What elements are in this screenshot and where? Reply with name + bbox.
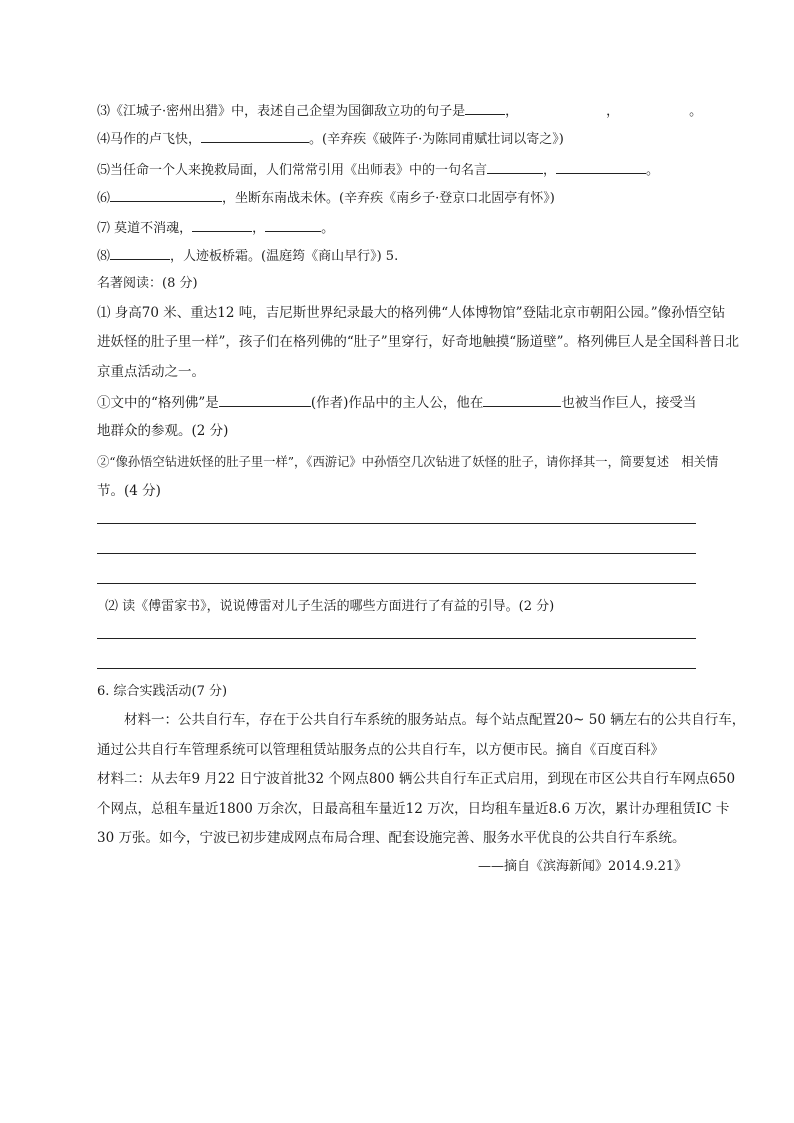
- question-2-line-1: ②“像孙悟空钻进妖怪的肚子里一样”，《西游记》中孙悟空几次钻进了妖怪的肚子，请你择其一，简要复述 相关情: [97, 455, 719, 469]
- answer-line[interactable]: [97, 638, 696, 639]
- item-6: ⑹ ，坐断东南战未休。(辛弃疾《南乡子·登京口北固亭有怀》): [97, 188, 555, 208]
- blank-8-1[interactable]: [110, 246, 170, 260]
- material-2-line-1: 材料二：从去年9 月22 日宁波首批32 个网点800 辆公共自行车正式启用，到现在市区公共自行车网点650: [97, 771, 736, 787]
- item-7: ⑺ 莫道不消魂， ， 。: [97, 218, 334, 238]
- section-6-title: 6. 综合实践活动(7 分): [97, 684, 228, 699]
- material-1-line-1: 材料一：公共自行车，存在于公共自行车系统的服务站点。每个站点配置20~ 50 辆左右的公共自行车，: [97, 712, 746, 728]
- question-1-line-2: 地群众的参观。(2 分): [97, 423, 229, 439]
- blank-place[interactable]: [483, 393, 561, 407]
- answer-line[interactable]: [97, 523, 696, 524]
- question-1: ①文中的“格列佛”是 (作者)作品中的主人公，他在 也被当作巨人，接受当: [97, 395, 697, 411]
- source-citation: ——摘自《滨海新闻》2014.9.21》: [478, 859, 688, 874]
- passage-line-2: 进妖怪的肚子里一样”，孩子们在格列佛的“肚子”里穿行，好奇地触摸“肠道壁”。格列佛巨人是全国科普日北: [97, 334, 740, 350]
- answer-line[interactable]: [97, 583, 696, 584]
- blank-5-1[interactable]: [487, 160, 543, 174]
- answer-line[interactable]: [97, 668, 696, 669]
- blank-4-1[interactable]: [201, 129, 309, 143]
- blank-7-2[interactable]: [265, 218, 321, 232]
- answer-line[interactable]: [97, 553, 696, 554]
- blank-5-2[interactable]: [556, 160, 646, 174]
- item-3: ⑶《江城子·密州出猎》中，表述自己企望为国御敌立功的句子是 ， ， 。: [97, 101, 702, 121]
- passage-line-3: 京重点活动之一。: [97, 364, 205, 380]
- blank-3-1[interactable]: [465, 101, 505, 115]
- material-2-line-2: 个网点，总租车量近1800 万余次，日最高租车量近12 万次，日均租车量近8.6 万次，累计办理租赁IC 卡: [97, 801, 730, 817]
- material-2-line-3: 30 万张。如今，宁波已初步建成网点布局合理、配套设施完善、服务水平优良的公共自行车系统。: [97, 830, 686, 846]
- blank-7-1[interactable]: [192, 218, 252, 232]
- blank-author[interactable]: [219, 393, 311, 407]
- question-2-line-2: 节。(4 分): [97, 483, 161, 499]
- part-2-question: ⑵ 读《傅雷家书》，说说傅雷对儿子生活的哪些方面进行了有益的引导。(2 分): [105, 599, 555, 614]
- passage-line-1: ⑴ 身高70 米、重达12 吨，吉尼斯世界纪录最大的格列佛“人体博物馆”登陆北京市朝阳公园。”像孙悟空钻: [97, 305, 726, 321]
- material-1-line-2: 通过公共自行车管理系统可以管理租赁站服务点的公共自行车，以方便市民。摘自《百度百科》: [97, 742, 664, 758]
- section-5-title: 名著阅读：(8 分): [97, 276, 198, 291]
- item-8: ⑻ ，人迹板桥霜。(温庭筠《商山早行》) 5.: [97, 246, 398, 266]
- blank-6-1[interactable]: [110, 188, 222, 202]
- item-4: ⑷马作的卢飞快， 。(辛弃疾《破阵子·为陈同甫赋壮词以寄之》): [97, 129, 564, 149]
- item-5: ⑸当任命一个人来挽救局面，人们常常引用《出师表》中的一句名言 ， 。: [97, 160, 659, 180]
